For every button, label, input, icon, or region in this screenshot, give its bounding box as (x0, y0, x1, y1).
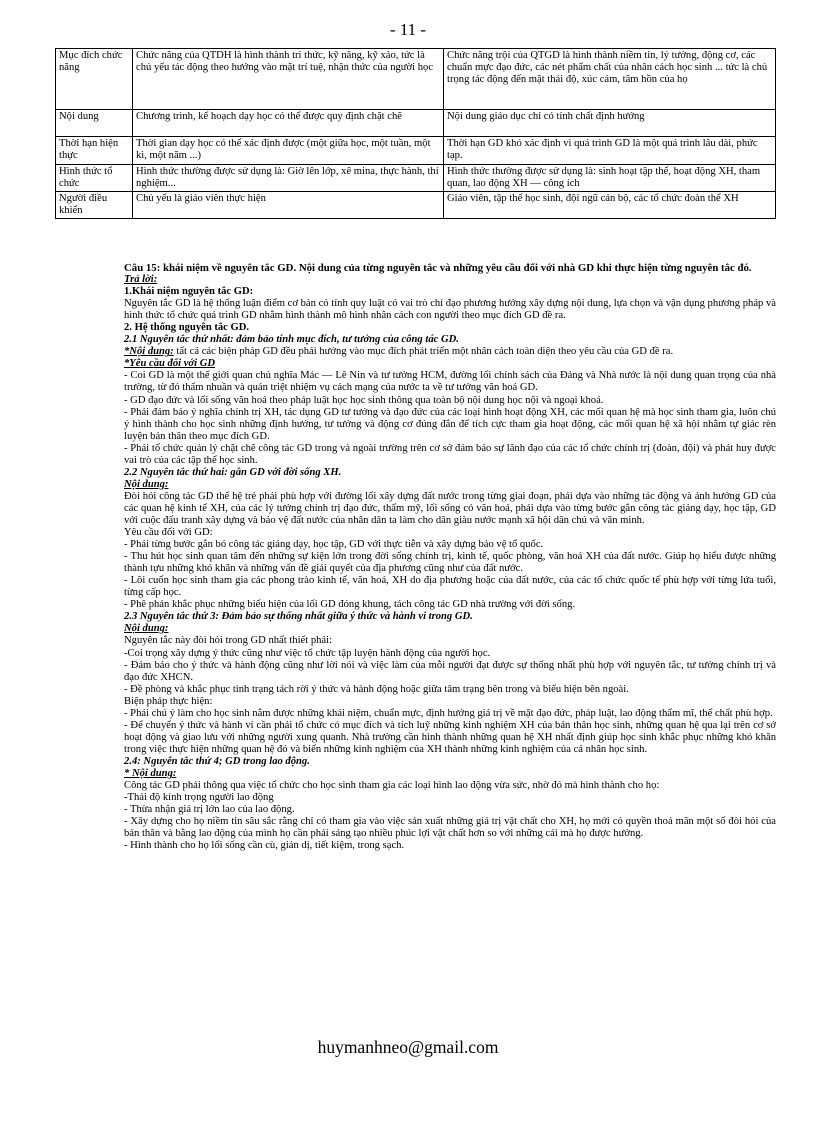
education-cell: Nội dung giáo dục chỉ có tính chất định hướng (444, 110, 776, 137)
row-label: Nội dung (56, 110, 133, 137)
education-cell: Thời hạn GD khó xác định vì quá trình GD là một quá trình lâu dài, phức tạp. (444, 137, 776, 165)
requirements-label: Yêu cầu đối với GD: (124, 527, 213, 539)
list-item: - Đảm bảo cho ý thức và hành động cũng như lời nói và việc làm của mỗi người đạt được sự thống nhất phù hợp với nguyên tắc, tư tưởng chính trị và đạo đức XHCN. (124, 659, 776, 683)
list-item: -Coi trọng xây dựng ý thức cũng như việc tổ chức tập luyện hành động của người học. (124, 647, 491, 659)
list-item: - GD đạo đức và lối sống văn hoá theo pháp luật học học sinh thông qua toàn bộ nội dung học nội và ngoại khoá. (124, 394, 604, 406)
principle-heading: 2.1 Nguyên tắc thứ nhất: đảm bảo tính mục đích, tư tưởng của công tác GD. (124, 334, 459, 346)
principle-heading: 2.3 Nguyên tắc thứ 3: Đảm bảo sự thống nhất giữa ý thức và hành vi trong GD. (124, 611, 473, 623)
education-cell: Chức năng trội của QTGD là hình thành niềm tin, lý tưởng, động cơ, các chuẩn mực đạo đức, các nét phẩm chất của nhân cách học sinh ... tức là chủ trọng tác động đến mặt thái độ, xúc cảm, tâm hồn của họ (444, 49, 776, 110)
page-number: - 11 - (389, 20, 427, 39)
paragraph: Đòi hỏi công tác GD thế hệ trẻ phải phù hợp với đường lối xây dựng đất nước trong từng giai đoạn, phải dựa vào những tác động và ảnh hưởng GD của các quan hệ kinh tế XH, của các lý tưởng chính trị đạo đức, thẩm mỹ, lối sống có văn hoá, phải dựa vào từng bước gắn công tác giảng dạy, học tập, GD với cuộc đấu tranh xây dựng và bảo vệ đất nước của nhân dân ta làm cho dân giàu nước mạnh xã hội dân chủ và văn minh. (124, 490, 776, 526)
section-heading: 2. Hệ thống nguyên tắc GD. (124, 322, 250, 334)
teaching-cell: Chức năng của QTDH là hình thành tri thức, kỹ năng, kỹ xảo, tức là chủ yếu tác động theo hướng vào mặt trí tuệ, nhận thức của người học (133, 49, 444, 110)
paragraph (124, 346, 776, 358)
list-item: - Thu hút học sinh quan tâm đến những sự kiện lớn trong đời sống chính trị, kinh tế, quốc phòng, văn hoá XH của đất nước. Giúp họ hiểu được những thành tựu những khó khăn và những vấn đề giải quyết của địa phương cũng như của đất nước. (124, 551, 776, 575)
paragraph: Nguyên tắc này đòi hỏi trong GD nhất thiết phải: (124, 635, 333, 647)
table-row (56, 110, 776, 137)
education-cell: Giáo viên, tập thể học sinh, đội ngũ cán bộ, các tổ chức đoàn thể XH (444, 192, 776, 219)
content-label: *Nội dung: (124, 346, 174, 358)
principle-heading: 2.4: Nguyên tắc thứ 4; GD trong lao động. (124, 755, 310, 767)
paragraph: Công tác GD phải thông qua việc tổ chức cho học sinh tham gia các loại hình lao động vừa sức, nhờ đó mà hình thành cho họ: (124, 780, 660, 792)
teaching-cell: Thời gian dạy học có thể xác định được (một giữa học, một tuần, một kì, một năm ...) (133, 137, 444, 165)
list-item: - Phải tổ chức quản lý chặt chẽ công tác GD trong và ngoài trường trên cơ sở đảm bảo sự lãnh đạo của các tổ chức chính trị (đoàn, đội) và phát huy được vai trò của các tập thể học sinh. (124, 442, 776, 466)
list-item: - Thừa nhận giá trị lớn lao của lao động. (124, 804, 295, 816)
principle-heading: 2.2 Nguyên tắc thứ hai: gắn GD với đời sống XH. (124, 466, 342, 478)
row-label: Mục đích chức năng (56, 49, 133, 110)
table-row (56, 165, 776, 192)
table-row (56, 192, 776, 219)
section-heading: 1.Khái niệm nguyên tắc GD: (124, 286, 254, 298)
list-item: - Để chuyển ý thức và hành vi cần phải tổ chức có mục đích và tích luỹ những kinh nghiệm XH của bản thân học sinh, những quan hệ qua lại trên cơ sở hoạt động và giao lưu với những người xung quanh. Nhà trường cần hình thành những quan hệ XH nhất định giúp học sinh khắc phục những khó khăn trong việc thực hiện những quan hệ đó và biến những kinh nghiệm của XH thành những kinh nghiệm của cá nhân học sinh. (124, 719, 776, 755)
table-row (56, 49, 776, 110)
requirements-label: *Yêu cầu đối với GD (124, 358, 216, 370)
content-label: * Nội dung: (124, 767, 177, 779)
list-item: - Đề phòng và khắc phục tình trạng tách rời ý thức và hành động hoặc giữa tâm trạng bên trong và biểu hiện bên ngoài. (124, 683, 629, 695)
education-cell: Hình thức thường được sử dụng là: sinh hoạt tập thể, hoạt động XH, tham quan, lao động XH — công ích (444, 165, 776, 192)
teaching-cell: Chương trình, kế hoạch dạy học có thể được quy định chặt chẽ (133, 110, 444, 137)
question-title: Câu 15: khái niệm về nguyên tắc GD. Nội dung của từng nguyên tắc và những yêu cầu đối với nhà GD khi thực hiện từng nguyên tắc đó. (124, 262, 752, 274)
document-body (124, 262, 776, 852)
list-item: - Phải đảm bảo ý nghĩa chính trị XH, tác dụng GD tư tưởng và đạo đức của các loại hình hoạt động XH, các mối quan hệ mà học sinh tham gia, luôn chú ý hình thành cho học sinh những định hướng, tư tưởng và động cơ đúng đắn để tích cực tham gia hoạt động, các mối quan hệ xã hội nhằm tự giác rèn luyện bản thân theo mục đích GD. (124, 406, 776, 442)
content-label: Nội dung: (124, 623, 169, 635)
table-row (56, 137, 776, 165)
measures-label: Biện pháp thực hiện: (124, 695, 213, 707)
list-item: - Coi GD là một thế giới quan chủ nghĩa Mác — Lê Nin và tư tưởng HCM, đường lối chính sách của Đảng và Nhà nước là nội dung quan trọng của nhà trường, từ đó thấm nhuần và quán triệt nhiệm vụ cách mạng của nước ta về tư tưởng văn hoá GD. (124, 370, 776, 394)
list-item: - Phải từng bước gắn bó công tác giảng dạy, học tập, GD với thực tiễn và xây dựng bảo vệ tổ quốc. (124, 539, 544, 551)
row-label: Người điều khiển (56, 192, 133, 219)
list-item: - Xây dựng cho họ niềm tin sâu sắc rằng chỉ có tham gia vào việc sản xuất những giá trị vật chất cho XH, họ mới có quyền thoả mãn một số đòi hỏi của bản thân và bằng lao động của mình họ cần phải sáng tạo nhiều phúc lợi vật chất hơn so với những cái mà họ được hưởng. (124, 816, 776, 840)
teaching-cell: Chủ yếu là giáo viên thực hiện (133, 192, 444, 219)
content-text: tất cả các biện pháp GD đều phải hướng vào mục đích phát triển một nhân cách toàn diện theo yêu cầu của GD đề ra. (173, 346, 674, 358)
list-item: - Phê phán khắc phục những biểu hiện của lối GD đóng khung, tách công tác GD nhà trường với đời sống. (124, 599, 576, 611)
answer-label: Trả lời: (124, 274, 158, 286)
list-item: - Hình thành cho họ lối sống cần cù, giản dị, tiết kiệm, trong sạch. (124, 840, 405, 852)
list-item: - Lôi cuốn học sinh tham gia các phong trào kinh tế, văn hoá, XH do địa phương hoặc của đất nước, của các tổ chức quốc tế phù hợp với từng lứa tuổi, từng cấp học. (124, 575, 776, 599)
comparison-table (55, 48, 776, 219)
footer-email: huymanhneo@gmail.com (317, 1037, 499, 1057)
list-item: -Thái độ kính trọng người lao động (124, 792, 274, 804)
row-label: Hình thức tổ chức (56, 165, 133, 192)
list-item: - Phải chú ý làm cho học sinh nắm được những khái niệm, chuẩn mực, định hướng giá trị về mặt đạo đức, pháp luật, lao động thẩm mĩ, thể chất phù hợp. (124, 707, 773, 719)
content-label: Nội dung: (124, 478, 169, 490)
paragraph: Nguyên tắc GD là hệ thống luận điểm cơ bản có tính quy luật có vai trò chỉ đạo phương hướng xây dựng nội dung, lựa chọn và vận dụng phương pháp và hình thức tổ chức quá trình GD nhằm hình thành mô hình nhân cách con người theo mục đích GD đề ra. (124, 298, 776, 322)
row-label: Thời hạn hiện thực (56, 137, 133, 165)
teaching-cell: Hình thức thường được sử dụng là: Giờ lên lớp, xê mina, thực hành, thí nghiệm... (133, 165, 444, 192)
